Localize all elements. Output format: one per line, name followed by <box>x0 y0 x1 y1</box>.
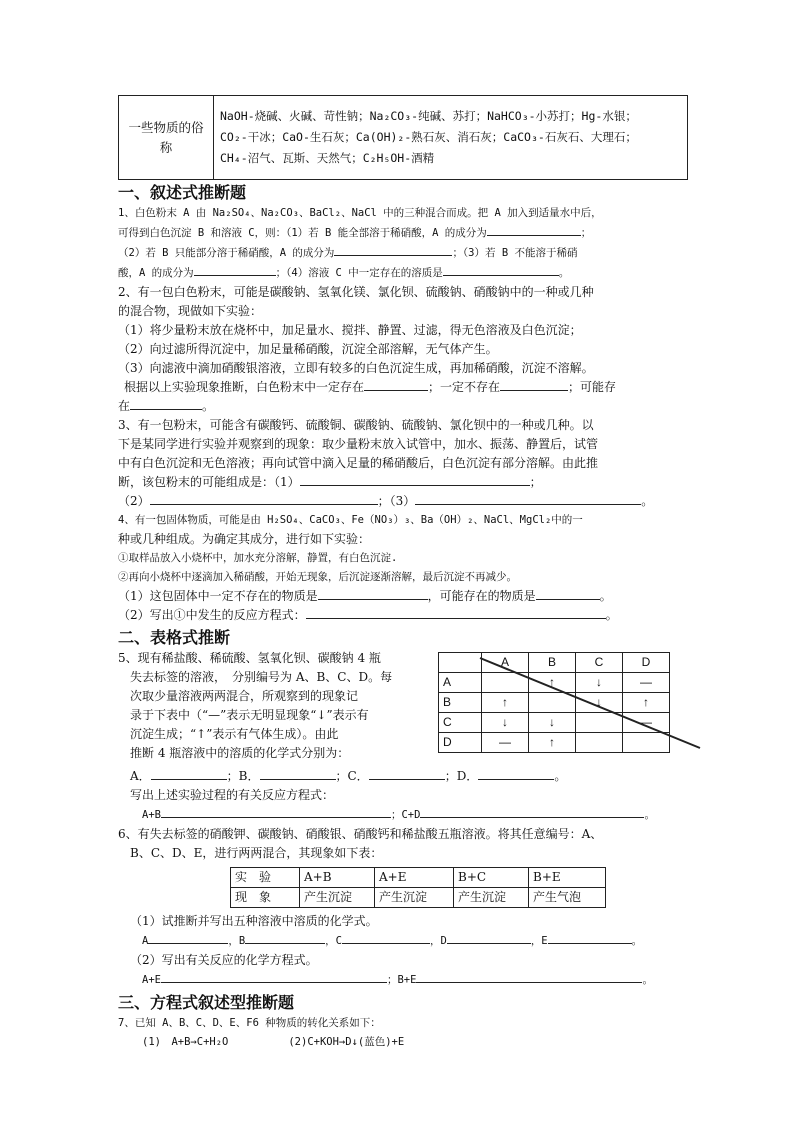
grid-col-header: B <box>529 653 576 673</box>
table-cell: B+C <box>454 868 529 888</box>
table-cell: 产生气泡 <box>529 888 606 908</box>
grid-cell: ↓ <box>482 713 529 733</box>
answer-blank[interactable] <box>148 931 228 944</box>
section-3-title: 三、方程式叙述型推断题 <box>118 993 295 1012</box>
answer-blank[interactable] <box>548 931 632 944</box>
q6-line: 6、有失去标签的硝酸钾、碳酸钠、硝酸银、硝酸钙和稀盐酸五瓶溶液。将其任意编号：A、 <box>118 827 603 841</box>
answer-blank[interactable] <box>416 970 642 983</box>
q5-line: 录于下表中（“—”表示无明显现象“↓”表示有 <box>130 708 369 722</box>
grid-col-header: C <box>576 653 623 673</box>
q5-answer-line: A． ；B． ；C． ；D． 。 <box>130 769 567 783</box>
answer-blank[interactable] <box>478 767 554 780</box>
grid-cell: ↑ <box>529 673 576 693</box>
question-3 <box>118 416 688 511</box>
common-names-line: CH₄-沼气、瓦斯、天然气；C₂H₅OH-酒精 <box>220 151 435 165</box>
answer-blank[interactable] <box>342 931 430 944</box>
section-2-title: 二、表格式推断 <box>118 628 231 647</box>
reaction-grid <box>438 652 714 747</box>
question-6 <box>118 825 688 990</box>
grid-cell: — <box>482 733 529 753</box>
table-cell: B+E <box>529 868 606 888</box>
answer-blank[interactable] <box>151 767 227 780</box>
q2-line: 在 。 <box>118 399 215 413</box>
q5-line: 写出上述实验过程的有关反应方程式： <box>130 788 335 802</box>
q6-phenomena-table <box>230 867 606 908</box>
q3-line: 断，该包粉末的可能组成是：（1） ； <box>118 475 542 489</box>
table-cell: 产生沉淀 <box>375 888 454 908</box>
answer-blank[interactable] <box>500 378 568 391</box>
q1-line: 可得到白色沉淀 B 和溶液 C，则：（1）若 B 能全部溶于稀硝酸，A 的成分为 ； <box>118 223 688 243</box>
answer-blank[interactable] <box>150 492 378 505</box>
answer-blank[interactable] <box>318 587 428 600</box>
answer-blank[interactable] <box>369 767 445 780</box>
q5-line: 推断 4 瓶溶液中的溶质的化学式分别为： <box>130 746 350 760</box>
grid-col-header: A <box>482 653 529 673</box>
q2-line: 2、有一包白色粉末，可能是碳酸钠、氢氧化镁、氯化钡、硫酸钠、硝酸钠中的一种或几种 <box>118 285 594 299</box>
q4-line: （2）写出①中发生的反应方程式： 。 <box>118 608 618 622</box>
answer-blank[interactable] <box>300 473 530 486</box>
q5-line: 5、现有稀盐酸、稀硫酸、氢氧化钡、碳酸钠 4 瓶 <box>118 651 381 665</box>
grid-cell: ↑ <box>482 693 529 713</box>
q6-line: （2）写出有关反应的化学方程式。 <box>130 953 318 967</box>
q6-equation-line: A+E ；B+E 。 <box>118 970 688 990</box>
grid-row-header: A <box>439 673 482 693</box>
answer-blank[interactable] <box>245 931 325 944</box>
q4-line: ①取样品放入小烧杯中，加水充分溶解，静置，有白色沉淀. <box>118 552 398 564</box>
question-7 <box>118 1014 688 1052</box>
common-names-header: 一些物质的俗称 <box>119 96 214 180</box>
table-cell: 产生沉淀 <box>300 888 375 908</box>
q5-equation-line: A+B ；C+D 。 <box>118 805 688 825</box>
q1-line: （2）若 B 只能部分溶于稀硝酸，A 的成分为 ；（3）若 B 不能溶于稀硝 <box>118 243 688 263</box>
answer-blank[interactable] <box>536 587 600 600</box>
answer-blank[interactable] <box>194 263 276 276</box>
answer-blank[interactable] <box>364 378 428 391</box>
answer-blank[interactable] <box>443 263 559 276</box>
q2-line: （1）将少量粉末放在烧杯中，加足量水、搅拌、静置、过滤，得无色溶液及白色沉淀； <box>118 323 582 337</box>
answer-blank[interactable] <box>161 805 391 818</box>
question-5 <box>118 649 688 767</box>
answer-blank[interactable] <box>130 397 202 410</box>
q5-line: 沉淀生成；“↑”表示有气体生成）。由此 <box>130 727 339 741</box>
answer-blank[interactable] <box>161 970 387 983</box>
q2-line: 的混合物，现做如下实验： <box>118 304 263 318</box>
q3-line: 中有白色沉淀和无色溶液；再向试管中滴入足量的稀硝酸后，白色沉淀有部分溶解。由此推 <box>118 456 599 470</box>
common-names-table <box>118 95 688 180</box>
table-cell: 产生沉淀 <box>454 888 529 908</box>
question-5-answers <box>118 767 688 825</box>
grid-col-header: D <box>623 653 670 673</box>
q1-line: 1、白色粉末 A 由 Na₂SO₄、Na₂CO₃、BaCl₂、NaCl 中的三种混合而成。把 A 加入到适量水中后， <box>118 207 602 219</box>
q1-line: 酸，A 的成分为 ；（4）溶液 C 中一定存在的溶质是 。 <box>118 263 688 283</box>
q6-line: （1）试推断并写出五种溶液中溶质的化学式。 <box>130 914 378 928</box>
q2-line: 根据以上实验现象推断，白色粉末中一定存在 ；一定不存在 ；可能存 <box>124 380 617 394</box>
q7-line: 7、已知 A、B、C、D、E、F6 种物质的转化关系如下： <box>118 1017 381 1029</box>
table-cell: 现 象 <box>231 888 300 908</box>
common-names-line: NaOH-烧碱、火碱、苛性钠；Na₂CO₃-纯碱、苏打；NaHCO₃-小苏打；Hg-水银； <box>220 109 637 123</box>
q3-line: 3、有一包粉末，可能含有碳酸钙、硫酸铜、碳酸钠、硫酸钠、氯化钡中的一种或几种。以 <box>118 418 594 432</box>
worksheet-page <box>118 95 688 1052</box>
q7-reactions <box>118 1033 688 1052</box>
table-cell: A+B <box>300 868 375 888</box>
q6-line: B、C、D、E，进行两两混合，其现象如下表： <box>130 846 383 860</box>
grid-cell: — <box>623 673 670 693</box>
q6-answer-line: A ，B ，C ，D ，E 。 <box>118 931 688 951</box>
q2-line: （3）向滤液中滴加硝酸银溶液，立即有较多的白色沉淀生成，再加稀硝酸，沉淀不溶解。 <box>118 361 594 375</box>
q4-line: ②再向小烧杯中逐滴加入稀硝酸，开始无现象，后沉淀逐渐溶解，最后沉淀不再减少。 <box>118 571 517 583</box>
answer-blank[interactable] <box>447 931 531 944</box>
answer-blank[interactable] <box>334 243 452 256</box>
reaction-2: (2)C+KOH→D↓(蓝色)+E <box>288 1036 405 1048</box>
q3-line: 下是某同学进行实验并观察到的现象：取少量粉末放入试管中，加水、振荡、静置后，试管 <box>118 437 599 451</box>
diagonal-line <box>438 652 714 752</box>
q4-line: （1）这包固体中一定不存在的物质是 ，可能存在的物质是 。 <box>118 589 612 603</box>
q4-line: 种或几种组成。为确定其成分，进行如下实验： <box>118 532 371 546</box>
grid-cell: ↓ <box>576 673 623 693</box>
q5-line: 次取少量溶液两两混合，所观察到的现象记 <box>130 689 359 703</box>
grid-row-header: D <box>439 733 482 753</box>
reaction-1: (1) A+B→C+H₂O <box>142 1036 229 1048</box>
grid-cell: ↑ <box>529 733 576 753</box>
section-1-title: 一、叙述式推断题 <box>118 183 247 202</box>
answer-blank[interactable] <box>306 606 606 619</box>
common-names-content <box>214 96 688 180</box>
question-4 <box>118 511 688 625</box>
grid-cell: ↑ <box>623 693 670 713</box>
grid-row-header: B <box>439 693 482 713</box>
common-names-line: CO₂-干冰；CaO-生石灰；Ca(OH)₂-熟石灰、消石灰；CaCO₃-石灰石、大理石； <box>220 130 637 144</box>
answer-blank[interactable] <box>487 223 581 236</box>
table-cell: A+E <box>375 868 454 888</box>
grid-cell: ↓ <box>576 693 623 713</box>
answer-blank[interactable] <box>415 492 641 505</box>
answer-blank[interactable] <box>260 767 336 780</box>
q4-line: 4、有一包固体物质，可能是由 H₂SO₄、CaCO₃、Fe（NO₃）₃、Ba（OH）₂、NaCl、MgCl₂中的一 <box>118 514 583 526</box>
q3-line: （2） ；（3） 。 <box>118 494 654 508</box>
q2-line: （2）向过滤所得沉淀中，加足量稀硝酸，沉淀全部溶解，无气体产生。 <box>118 342 498 356</box>
grid-cell: — <box>623 713 670 733</box>
q5-line: 失去标签的溶液， 分别编号为 A、B、C、D。每 <box>130 670 393 684</box>
question-2 <box>118 283 688 416</box>
question-1 <box>118 204 688 283</box>
grid-cell: ↓ <box>529 713 576 733</box>
grid-row-header: C <box>439 713 482 733</box>
table-cell: 实 验 <box>231 868 300 888</box>
answer-blank[interactable] <box>420 805 644 818</box>
